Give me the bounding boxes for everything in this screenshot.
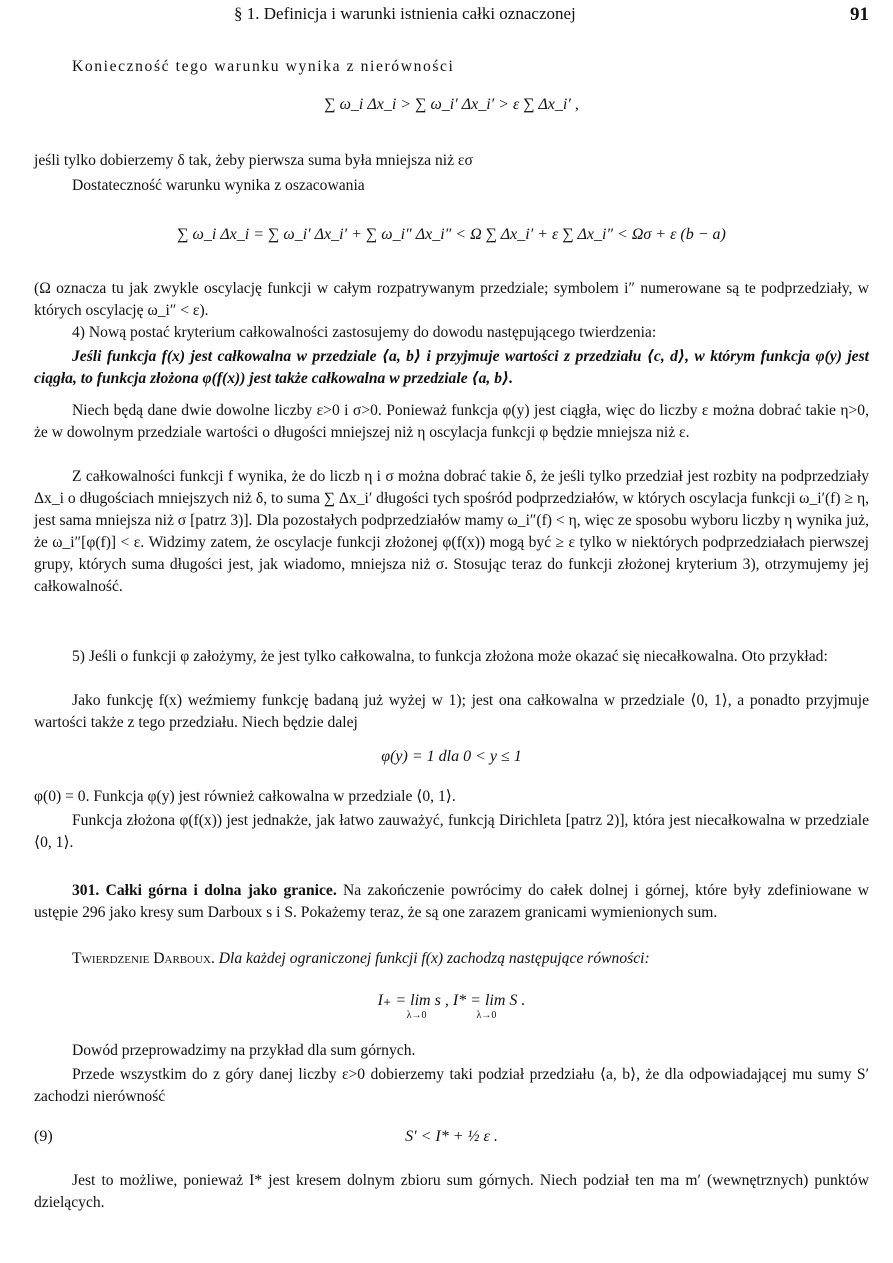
paragraph: Z całkowalności funkcji f wynika, że do liczb η i σ można dobrać takie δ, że jeśli tylko przedział jest rozbity na podprzedziały Δx_i o długościach mniejszych niż δ, to suma ∑ Δx_i′ długości tych spośród podprzedziałów, w których oscylacja funkcji ω_i′(f) ≥ η, jest sama mniejsza niż σ [patrz 3)]. Dla pozostałych podprzedziałów mamy ω_i″(f) < η, więc ze sposobu wyboru liczby η wynika już, że ω_i″[φ(f)] < ε. Widzimy zatem, że oscylacje funkcji złożonej φ(f(x)) mogą być ≥ ε tylko w niektórych podprzedziałach pierwszej grupy, których suma długości jest, jak wiadomo, mniejsza niż σ. Stosując teraz do funkcji złożonej kryterium 3), otrzymujemy jej całkowalność. — [34, 468, 869, 595]
equation: S′ < I* + ½ ε . — [405, 1128, 498, 1145]
page-number: 91 — [850, 4, 869, 25]
paragraph: Twierdzenie Darboux. Dla każdej ograniczonej funkcji f(x) zachodzą następujące równości: — [72, 950, 650, 967]
section-paragraph: 301. Całki górna i dolna jako granice. Na zakończenie powrócimy do całek dolnej i górnej, które były zdefiniowane w ustępie 296 jako kresy sum Darboux s i S. Pokażemy teraz, że są one zarazem granicami wymienionych sum. — [34, 882, 870, 921]
theorem-label: Twierdzenie Darboux. — [72, 950, 215, 967]
paragraph: Niech będą dane dwie dowolne liczby ε>0 i σ>0. Ponieważ funkcja φ(y) jest ciągła, więc do liczby ε można dobrać takie η>0, że w dowolnym przedziale wartości o długości mniejszej niż η oscylacja funkcji φ będzie mniejsza niż ε. — [34, 402, 869, 441]
paragraph: Jest to możliwe, ponieważ I* jest kresem dolnym zbioru sum górnych. Niech podział ten ma m′ (wewnętrznych) punktów dzielących. — [34, 1172, 869, 1211]
equation: φ(y) = 1 dla 0 < y ≤ 1 — [381, 748, 522, 765]
paragraph: Jako funkcję f(x) weźmiemy funkcję badaną już wyżej w 1); jest ona całkowalna w przedziale ⟨0, 1⟩, a ponadto przyjmuje wartości także z tego przedziału. Niech będzie dalej — [34, 692, 869, 731]
paragraph: φ(0) = 0. Funkcja φ(y) jest również całkowalna w przedziale ⟨0, 1⟩. — [34, 788, 456, 805]
paragraph: Dowód przeprowadzimy na przykład dla sum górnych. — [72, 1042, 416, 1059]
equation-number: (9) — [34, 1128, 53, 1145]
header-title: § 1. Definicja i warunki istnienia całki oznaczonej — [234, 4, 576, 23]
paragraph: Konieczność tego warunku wynika z nierówności — [72, 58, 455, 75]
equation-subscripts: λ→0 λ→0 — [406, 1010, 497, 1021]
equation: I₊ = lim s , I* = lim S . — [377, 992, 526, 1009]
paragraph: 5) Jeśli o funkcji φ założymy, że jest tylko całkowalna, to funkcja złożona może okazać się niecałkowalna. Oto przykład: — [72, 648, 828, 665]
paragraph: 4) Nową postać kryterium całkowalności zastosujemy do dowodu następującego twierdzenia: — [72, 324, 657, 341]
section-heading: 301. Całki górna i dolna jako granice. — [72, 882, 337, 899]
paragraph: jeśli tylko dobierzemy δ tak, żeby pierwsza suma była mniejsza niż εσ — [34, 152, 473, 169]
paragraph: (Ω oznacza tu jak zwykle oscylację funkcji w całym rozpatrywanym przedziale; symbolem i″ numerowane są te podprzedziały, w których oscylację ω_i″ < ε). — [34, 280, 869, 319]
equation: ∑ ω_i Δx_i > ∑ ω_i′ Δx_i′ > ε ∑ Δx_i′ , — [324, 96, 579, 113]
running-header — [34, 4, 869, 30]
equation: ∑ ω_i Δx_i = ∑ ω_i′ Δx_i′ + ∑ ω_i″ Δx_i″ < Ω ∑ Δx_i′ + ε ∑ Δx_i″ < Ωσ + ε (b − a) — [177, 226, 726, 243]
paragraph: Funkcja złożona φ(f(x)) jest jednakże, jak łatwo zauważyć, funkcją Dirichleta [patrz 2)], która jest niecałkowalna w przedziale ⟨0, 1⟩. — [34, 812, 869, 851]
paragraph: Przede wszystkim do z góry danej liczby ε>0 dobierzemy taki podział przedziału ⟨a, b⟩, że dla odpowiadającej mu sumy S′ zachodzi nierówność — [34, 1066, 869, 1105]
theorem-statement: Jeśli funkcja f(x) jest całkowalna w przedziale ⟨a, b⟩ i przyjmuje wartości z przedziału ⟨c, d⟩, w którym funkcja φ(y) jest ciągła, to funkcja złożona φ(f(x)) jest także całkowalna w przedziale ⟨a, b⟩. — [34, 348, 869, 387]
paragraph: Dostateczność warunku wynika z oszacowania — [72, 177, 365, 194]
